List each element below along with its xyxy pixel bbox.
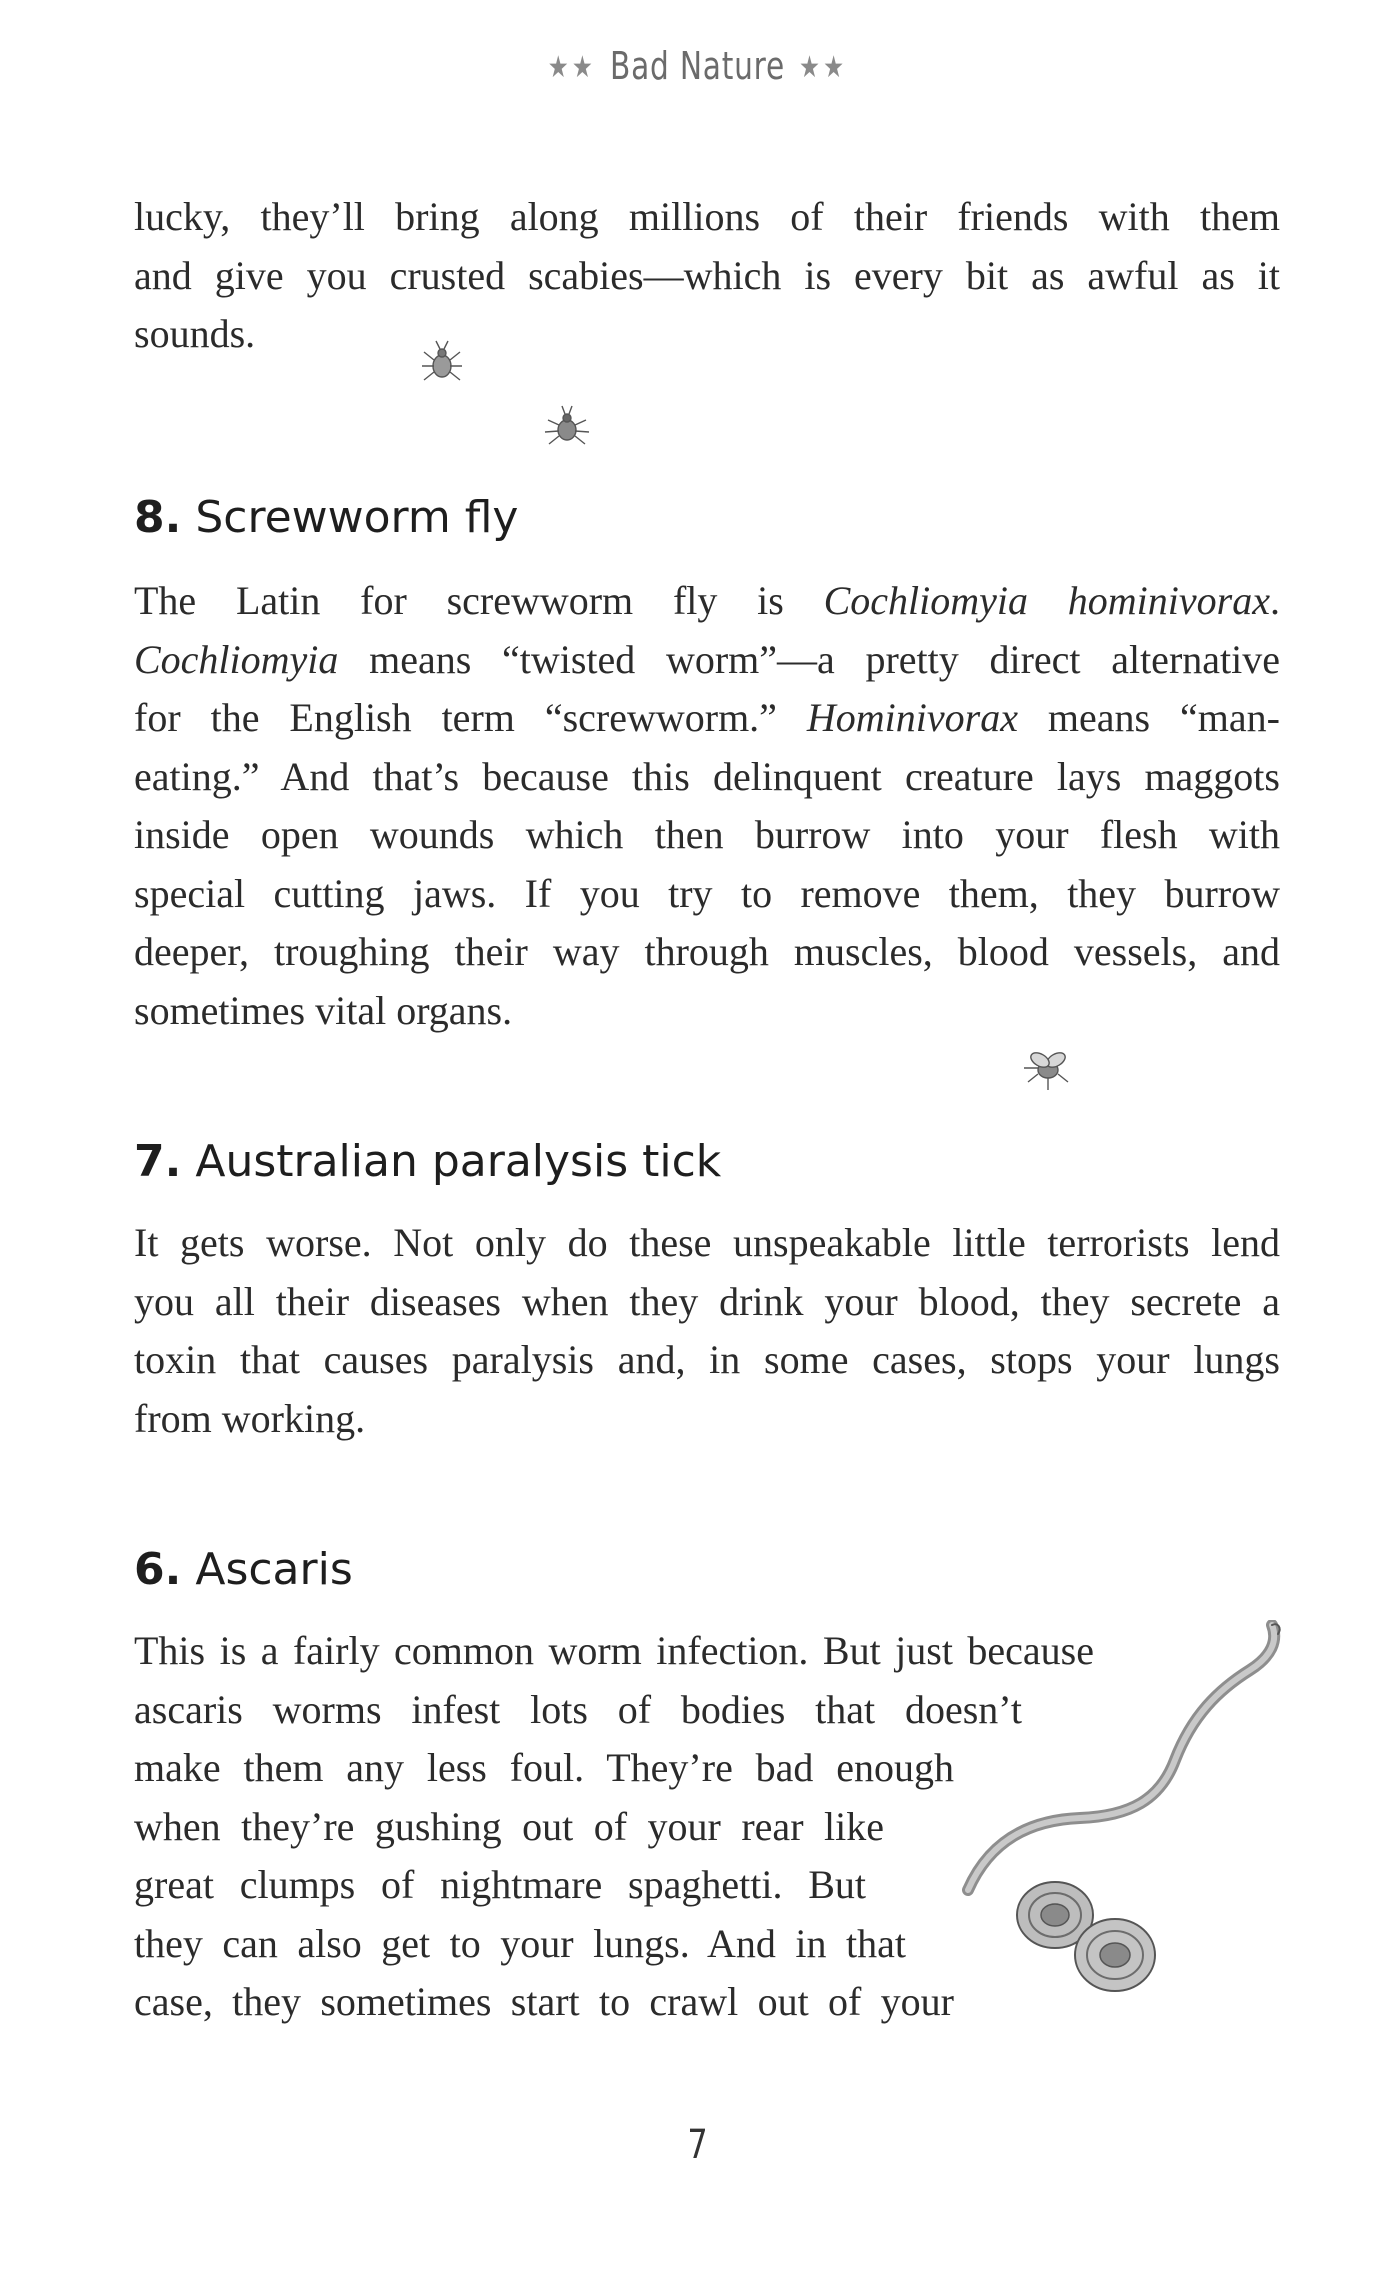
text-line: make them any less foul. They’re bad enough	[134, 1745, 954, 1790]
running-head	[153, 44, 1241, 88]
text-line: great clumps of nightmare spaghetti. But	[134, 1862, 866, 1907]
text-line: This is a fairly common worm infection. But just because	[134, 1628, 1094, 1673]
text-line: they can also get to your lungs. And in that	[134, 1920, 906, 1966]
text-line: eating.” And that’s because this delinquent creature lays maggots	[134, 753, 1280, 799]
text-line: toxin that causes paralysis and, in some cases, stops your lungs	[134, 1337, 1280, 1382]
text-line: sounds.	[134, 311, 256, 356]
tick-bug-icon	[418, 338, 466, 392]
section-body-australian-paralysis-tick	[134, 1214, 1280, 1448]
intro-paragraph	[134, 188, 1280, 364]
fly-bug-icon	[1018, 1040, 1078, 1096]
section-number: 8.	[134, 492, 182, 543]
text-line: inside open wounds which then burrow into your flesh with	[134, 812, 1280, 857]
text-line: deeper, troughing their way through muscles, blood vessels, and	[134, 929, 1280, 974]
ascaris-worm-illustration	[960, 1620, 1320, 2020]
section-paragraph	[134, 572, 1280, 1040]
text-line: special cutting jaws. If you try to remove them, they burrow	[134, 870, 1280, 916]
star-ornament-right-icon: ★★	[799, 50, 848, 85]
section-number: 7.	[134, 1136, 182, 1187]
text-line: case, they sometimes start to crawl out of your	[134, 1979, 954, 2024]
text-line: you all their diseases when they drink your blood, they secrete a	[134, 1278, 1280, 1324]
running-head-title: Bad Nature	[609, 44, 786, 88]
text-line: from working.	[134, 1395, 366, 1441]
section-paragraph	[134, 1622, 1094, 2032]
intro-paragraph-block	[134, 188, 1280, 364]
section-heading-ascaris	[134, 1544, 353, 1595]
star-ornament-left-icon: ★★	[547, 50, 596, 85]
text-line: The Latin for screwworm fly is Cochliomyia hominivorax.	[134, 578, 1280, 623]
page-number: 7	[687, 2122, 708, 2168]
section-title: Screwworm fly	[195, 492, 519, 543]
section-title: Ascaris	[195, 1544, 353, 1595]
section-body-screwworm-fly	[134, 572, 1280, 1040]
section-heading-screwworm-fly	[134, 492, 518, 543]
section-body-ascaris	[134, 1622, 1094, 2032]
text-line: ascaris worms infest lots of bodies that doesn’t	[134, 1686, 1022, 1732]
section-number: 6.	[134, 1544, 182, 1595]
text-line: sometimes vital organs.	[134, 987, 513, 1033]
text-line: for the English term “screwworm.” Hominivorax means “man-	[134, 695, 1280, 740]
section-paragraph	[134, 1214, 1280, 1448]
section-heading-australian-paralysis-tick	[134, 1136, 721, 1187]
text-line: and give you crusted scabies—which is every bit as awful as it	[134, 252, 1280, 298]
section-title: Australian paralysis tick	[195, 1136, 722, 1187]
text-line: when they’re gushing out of your rear like	[134, 1803, 884, 1849]
text-line: lucky, they’ll bring along millions of their friends with them	[134, 194, 1280, 239]
text-line: It gets worse. Not only do these unspeakable little terrorists lend	[134, 1220, 1280, 1265]
text-line: Cochliomyia means “twisted worm”—a pretty direct alternative	[134, 636, 1280, 682]
tick-bug-icon	[540, 402, 594, 456]
